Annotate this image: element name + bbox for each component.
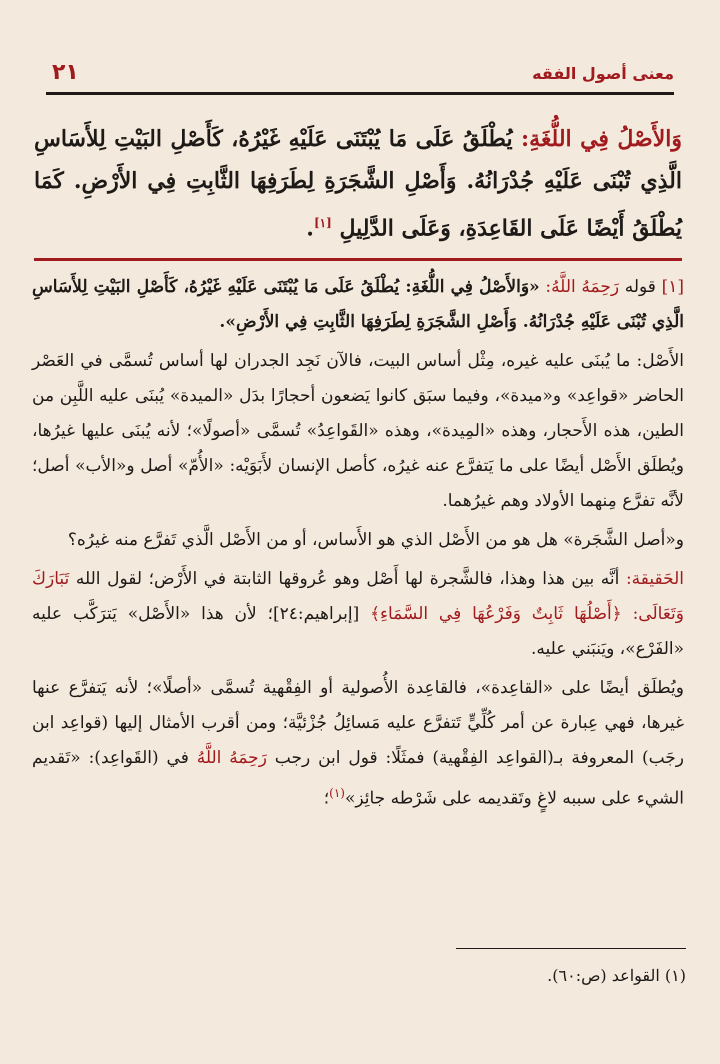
text-commentary-divider: [34, 258, 682, 261]
honorific: رَحِمَهُ اللَّهُ:: [545, 277, 620, 297]
footnote: (١) القواعد (ص:٦٠).: [547, 966, 686, 985]
footnote-ref-marker: (١): [329, 786, 345, 800]
honorific: رَحِمَهُ اللَّهُ: [196, 748, 267, 768]
commentary-ref: [١]: [661, 277, 685, 297]
commentary-paragraph: و«أصل الشَّجَرة» هل هو من الأَصْل الذي هو الأَساس، أو من الأَصْل الَّذي تَفرَّع منه غيرُه؟: [67, 530, 684, 550]
footnote-divider: [456, 948, 686, 949]
main-ref-marker: [١]: [313, 216, 332, 230]
commentary-paragraph: [32, 270, 684, 340]
commentary: [32, 270, 684, 821]
commentary-paragraph: [32, 671, 684, 817]
commentary-paragraph: [32, 562, 684, 667]
honorific: تَبَارَكَ وَتَعَالَى:: [32, 569, 684, 624]
commentary-intro: قوله: [624, 277, 656, 297]
page-number: ٢١: [52, 60, 79, 85]
main-body: يُطْلَقُ عَلَى مَا يُبْتَنَى عَلَيْهِ غَيْرُهُ، كَأَصْلِ البَيْتِ لِلأَسَاسِ الَّذِي تُبْنَى عَلَيْهِ جُدْرَانُهُ. وَأَصْلِ الشَّجَرَةِ لِطَرَفِهَا الثَّابِتِ فِي الأَرْضِ. كَمَا يُطْلَقُ أَيْضًا عَلَى القَاعِدَةِ، وَعَلَى الدَّلِيلِ: [34, 126, 682, 242]
main-text: وَالأَصْلُ فِي اللُّغَةِ: يُطْلَقُ عَلَى مَا يُبْتَنَى عَلَيْهِ غَيْرُهُ، كَأَصْلِ البَيْتِ لِلأَسَاسِ الَّذِي تُبْنَى عَلَيْهِ جُدْرَانُهُ. وَأَصْلِ الشَّجَرَةِ لِطَرَفِهَا الثَّابِتِ فِي الأَرْضِ. كَمَا يُطْلَقُ أَيْضًا عَلَى القَاعِدَةِ، وَعَلَى الدَّلِيلِ [١].: [34, 126, 682, 242]
paragraph-text: في (القَواعِد): «تَقديم الشيء على سببه لاغٍ وتَقديمه على شَرْطه جائِز»: [32, 748, 684, 809]
commentary-paragraph: الأَصْل: ما يُبنَى عليه غيره، مِثْل أساس البيت، فالآن نَجِد الجدران لها أساس تُسمَّى في العَصْر الحاضر «قواعِد» و«ميدة»، وفيما سبَق كانوا يَضعون أحجارًا بدَل «الميدة» يُبنَى عليه اللَّبِن من الطين، هذه الأَحجار، وهذه «المِيدة»، وهذه «القَواعِدُ» تُسمَّى «أصولًا»؛ لأنه يُبنَى عليها غيرُها، ويُطلَق الأَصْل أيضًا على ما يَتفرَّع عنه غيرُه، كأصل الإنسان لأَبَوَيْه: «الأُمّ» أصل و«الأب» أصل؛ لأنَّه تفرَّع مِنهما الأولاد وهم غيرُهما.: [32, 351, 684, 511]
paragraph-punctuation: ؛: [323, 788, 330, 809]
verse-citation: [إبراهيم:٢٤]: [272, 604, 360, 624]
paragraph-text: ويُطلَق أيضًا على «القاعِدة»، فالقاعِدة الأُصولية أو الفِقْهية تُسمَّى «أصلًا»؛ لأنه يَتفرَّع عنها غيرها، فهي عِبارة عن أمر كُلِّيٍّ تَتفرَّع عليه مَسائِلُ جُزْئيَّة؛ ومن أقرب الأمثال إليها (قواعِد ابن رجَب) المعروفة بـ(القواعِد الفِقْهية) فمثَلًا: قول ابن رجب: [32, 678, 685, 768]
paragraph-text: ؛ لأن هذا «الأَصْل» يَترَكَّب عليه «الفَرْع»، ويَنبَني عليه.: [32, 604, 684, 659]
quran-verse: ﴿أَصْلُهَا ثَابِتٌ وَفَرْعُهَا فِي السَّمَاءِ﴾: [370, 604, 622, 624]
main-lead: وَالأَصْلُ فِي اللُّغَةِ:: [521, 126, 682, 152]
quoted-text: «وَالأَصْلُ فِي اللُّغَةِ: يُطْلَقُ عَلَى مَا يُبْتَنَى عَلَيْهِ غَيْرُهُ، كَأَصْلِ البَيْتِ لِلأَسَاسِ الَّذِي تُبْنَى عَلَيْهِ جُدْرَانُهُ. وَأَصْلِ الشَّجَرَةِ لِطَرَفِهَا الثَّابِتِ فِي الأَرْضِ».: [32, 277, 684, 332]
page-header: [46, 58, 674, 95]
paragraph-lead: الحَقيقة:: [625, 569, 685, 589]
chapter-title: معنى أصول الفقه: [532, 64, 674, 83]
paragraph-text: أنَّه بين هذا وهذا، فالشَّجرة لها أَصْل وهو عُروقها الثابتة في الأَرْض؛ لقول الله: [75, 569, 620, 589]
